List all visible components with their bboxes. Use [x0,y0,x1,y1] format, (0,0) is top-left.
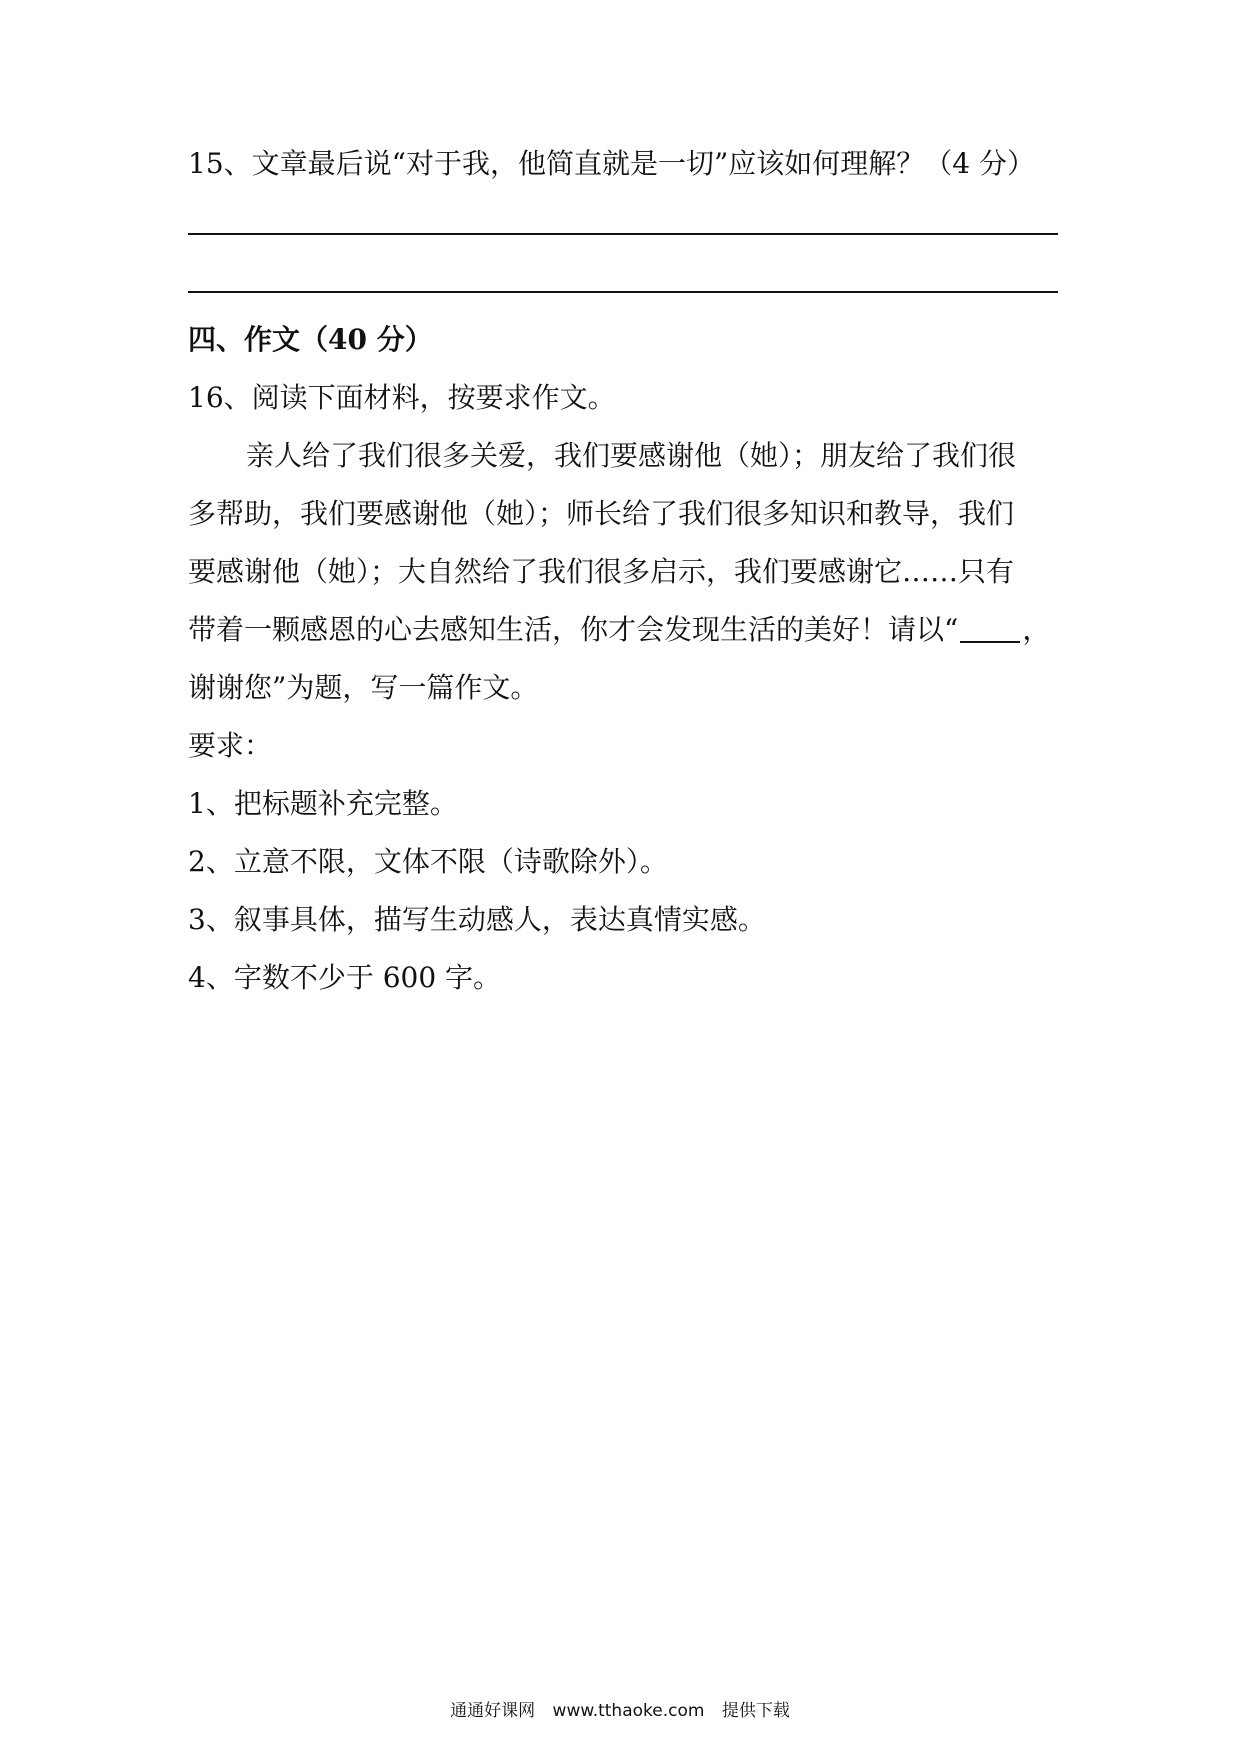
requirements-label: 要求： [188,729,273,762]
material-line-3: 要感谢他（她）；大自然给了我们很多启示，我们要感谢它……只有 [188,555,1015,588]
section-4-heading: 四、作文（40 分） [188,323,433,356]
requirement-item: 2、立意不限，文体不限（诗歌除外）。 [188,845,668,878]
requirement-item: 1、把标题补充完整。 [188,787,458,820]
requirement-item: 3、叙事具体，描写生动感人，表达真情实感。 [188,903,766,936]
material-line-4-before: 带着一颗感恩的心去感知生活，你才会发现生活的美好！请以“ [188,613,959,646]
footer-site-name: 通通好课网 [450,1701,536,1721]
question-15-text: 15、文章最后说“对于我，他简直就是一切”应该如何理解？（4 分） [188,147,1035,180]
footer-url: www.tthaoke.com [552,1701,705,1721]
material-line-4-after: ， [1022,613,1051,646]
material-line-5: 谢谢您”为题，写一篇作文。 [188,671,539,704]
page-footer [0,1700,1240,1722]
title-blank [960,615,1020,643]
material-line-2: 多帮助，我们要感谢他（她）；师长给了我们很多知识和教导，我们 [188,497,1015,530]
material-line-1: 亲人给了我们很多关爱，我们要感谢他（她）；朋友给了我们很 [246,439,1017,472]
footer-suffix: 提供下载 [721,1701,790,1721]
question-16-intro: 16、阅读下面材料，按要求作文。 [188,381,616,414]
answer-line-2 [188,291,1058,293]
answer-line-1 [188,233,1058,235]
material-line-4 [188,612,1050,648]
requirement-item: 4、字数不少于 600 字。 [188,961,502,994]
